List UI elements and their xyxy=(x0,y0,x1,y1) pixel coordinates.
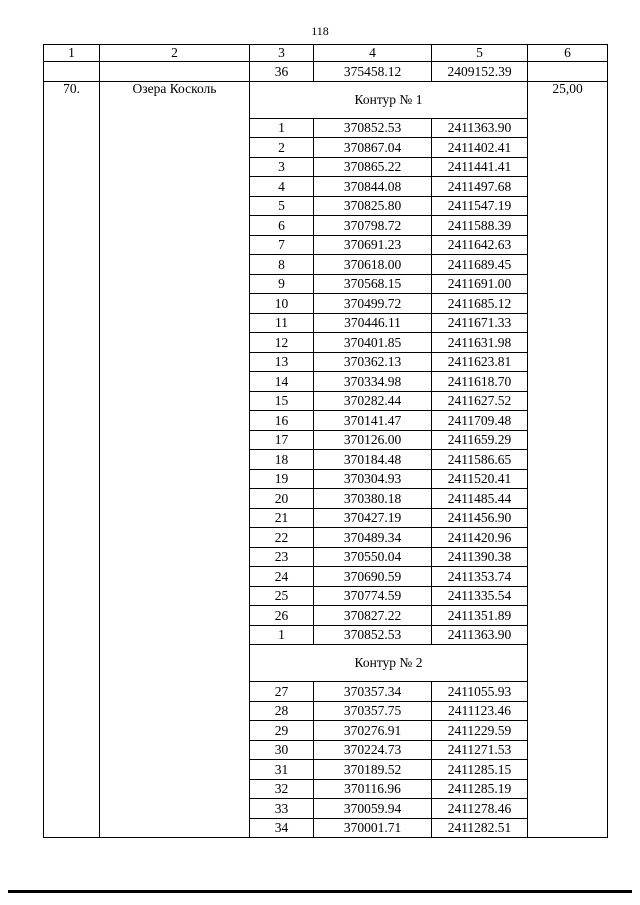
point-number: 14 xyxy=(250,372,314,392)
point-number: 25 xyxy=(250,586,314,606)
point-number: 28 xyxy=(250,701,314,721)
coord-x: 370401.85 xyxy=(314,333,432,353)
point-number: 4 xyxy=(250,177,314,197)
coord-x: 370380.18 xyxy=(314,489,432,509)
coord-y: 2411363.90 xyxy=(432,118,528,138)
coord-x: 370276.91 xyxy=(314,721,432,741)
coord-y: 2411709.48 xyxy=(432,411,528,431)
coord-x: 370362.13 xyxy=(314,352,432,372)
header-row xyxy=(44,45,608,62)
coord-y: 2411642.63 xyxy=(432,235,528,255)
entry-area: 25,00 xyxy=(528,81,608,838)
point-number: 30 xyxy=(250,740,314,760)
point-number: 20 xyxy=(250,489,314,509)
coord-y: 2411547.19 xyxy=(432,196,528,216)
point-number: 34 xyxy=(250,818,314,838)
coord-y: 2411618.70 xyxy=(432,372,528,392)
point-number: 19 xyxy=(250,469,314,489)
point-number: 3 xyxy=(250,157,314,177)
coord-y: 2411520.41 xyxy=(432,469,528,489)
coord-x: 370618.00 xyxy=(314,255,432,275)
entry-number: 70. xyxy=(44,81,100,838)
coord-x: 370126.00 xyxy=(314,430,432,450)
coord-x: 370852.53 xyxy=(314,118,432,138)
coord-y: 2411271.53 xyxy=(432,740,528,760)
coord-x: 370357.75 xyxy=(314,701,432,721)
bottom-rule xyxy=(8,890,632,893)
point-number: 12 xyxy=(250,333,314,353)
coord-x: 370690.59 xyxy=(314,567,432,587)
point-number: 22 xyxy=(250,528,314,548)
coord-y: 2411278.46 xyxy=(432,799,528,819)
coord-y: 2411353.74 xyxy=(432,567,528,587)
coord-x: 370499.72 xyxy=(314,294,432,314)
coord-x: 370116.96 xyxy=(314,779,432,799)
header-cell: 1 xyxy=(44,45,100,62)
coord-x: 375458.12 xyxy=(314,62,432,82)
point-number: 17 xyxy=(250,430,314,450)
coord-y: 2411456.90 xyxy=(432,508,528,528)
coord-y: 2411420.96 xyxy=(432,528,528,548)
header-cell: 6 xyxy=(528,45,608,62)
coord-x: 370304.93 xyxy=(314,469,432,489)
coord-x: 370844.08 xyxy=(314,177,432,197)
coord-x: 370825.80 xyxy=(314,196,432,216)
coord-x: 370001.71 xyxy=(314,818,432,838)
coord-x: 370568.15 xyxy=(314,274,432,294)
coord-x: 370852.53 xyxy=(314,625,432,645)
coord-x: 370867.04 xyxy=(314,138,432,158)
coord-x: 370865.22 xyxy=(314,157,432,177)
point-number: 2 xyxy=(250,138,314,158)
coord-x: 370334.98 xyxy=(314,372,432,392)
coord-y: 2411282.51 xyxy=(432,818,528,838)
coordinates-table xyxy=(43,44,608,838)
coord-x: 370489.34 xyxy=(314,528,432,548)
coord-x: 370798.72 xyxy=(314,216,432,236)
entry-name: Озера Косколь xyxy=(100,81,250,838)
coord-y: 2411402.41 xyxy=(432,138,528,158)
coord-y: 2409152.39 xyxy=(432,62,528,82)
empty-cell xyxy=(100,62,250,82)
coord-y: 2411229.59 xyxy=(432,721,528,741)
contour-1-title: Контур № 1 xyxy=(250,81,528,118)
coord-y: 2411497.68 xyxy=(432,177,528,197)
coord-x: 370184.48 xyxy=(314,450,432,470)
point-number: 10 xyxy=(250,294,314,314)
coord-y: 2411335.54 xyxy=(432,586,528,606)
coord-x: 370446.11 xyxy=(314,313,432,333)
coord-y: 2411363.90 xyxy=(432,625,528,645)
point-number: 5 xyxy=(250,196,314,216)
empty-cell xyxy=(528,62,608,82)
coord-y: 2411351.89 xyxy=(432,606,528,626)
coord-x: 370282.44 xyxy=(314,391,432,411)
point-number: 18 xyxy=(250,450,314,470)
point-number: 13 xyxy=(250,352,314,372)
coord-x: 370357.34 xyxy=(314,682,432,702)
coord-y: 2411285.15 xyxy=(432,760,528,780)
coord-y: 2411685.12 xyxy=(432,294,528,314)
coord-y: 2411586.65 xyxy=(432,450,528,470)
point-number: 32 xyxy=(250,779,314,799)
coord-y: 2411441.41 xyxy=(432,157,528,177)
coord-y: 2411691.00 xyxy=(432,274,528,294)
coord-y: 2411689.45 xyxy=(432,255,528,275)
page-number: 118 xyxy=(311,24,329,38)
contour-1-header-row xyxy=(44,81,608,118)
coord-x: 370691.23 xyxy=(314,235,432,255)
coord-y: 2411485.44 xyxy=(432,489,528,509)
point-number: 26 xyxy=(250,606,314,626)
point-number: 9 xyxy=(250,274,314,294)
header-cell: 5 xyxy=(432,45,528,62)
contour2-title: Контур № 2 xyxy=(250,645,528,682)
point-number: 6 xyxy=(250,216,314,236)
coord-y: 2411588.39 xyxy=(432,216,528,236)
point-number: 21 xyxy=(250,508,314,528)
point-number: 29 xyxy=(250,721,314,741)
point-number: 7 xyxy=(250,235,314,255)
point-number: 36 xyxy=(250,62,314,82)
coord-y: 2411627.52 xyxy=(432,391,528,411)
coord-y: 2411623.81 xyxy=(432,352,528,372)
coord-x: 370224.73 xyxy=(314,740,432,760)
point-number: 16 xyxy=(250,411,314,431)
point-number: 15 xyxy=(250,391,314,411)
header-cell: 3 xyxy=(250,45,314,62)
empty-cell xyxy=(44,62,100,82)
coord-y: 2411659.29 xyxy=(432,430,528,450)
coord-y: 2411285.19 xyxy=(432,779,528,799)
point-number: 8 xyxy=(250,255,314,275)
coord-y: 2411631.98 xyxy=(432,333,528,353)
coord-x: 370550.04 xyxy=(314,547,432,567)
coord-x: 370774.59 xyxy=(314,586,432,606)
coord-x: 370059.94 xyxy=(314,799,432,819)
point-number: 33 xyxy=(250,799,314,819)
point-number: 24 xyxy=(250,567,314,587)
point-number: 1 xyxy=(250,625,314,645)
carry-over-row xyxy=(44,62,608,82)
coord-y: 2411390.38 xyxy=(432,547,528,567)
header-cell: 4 xyxy=(314,45,432,62)
point-number: 31 xyxy=(250,760,314,780)
header-cell: 2 xyxy=(100,45,250,62)
coord-x: 370141.47 xyxy=(314,411,432,431)
coord-x: 370189.52 xyxy=(314,760,432,780)
point-number: 11 xyxy=(250,313,314,333)
point-number: 1 xyxy=(250,118,314,138)
point-number: 27 xyxy=(250,682,314,702)
coord-y: 2411055.93 xyxy=(432,682,528,702)
point-number: 23 xyxy=(250,547,314,567)
coord-x: 370827.22 xyxy=(314,606,432,626)
coord-y: 2411123.46 xyxy=(432,701,528,721)
coord-y: 2411671.33 xyxy=(432,313,528,333)
coord-x: 370427.19 xyxy=(314,508,432,528)
